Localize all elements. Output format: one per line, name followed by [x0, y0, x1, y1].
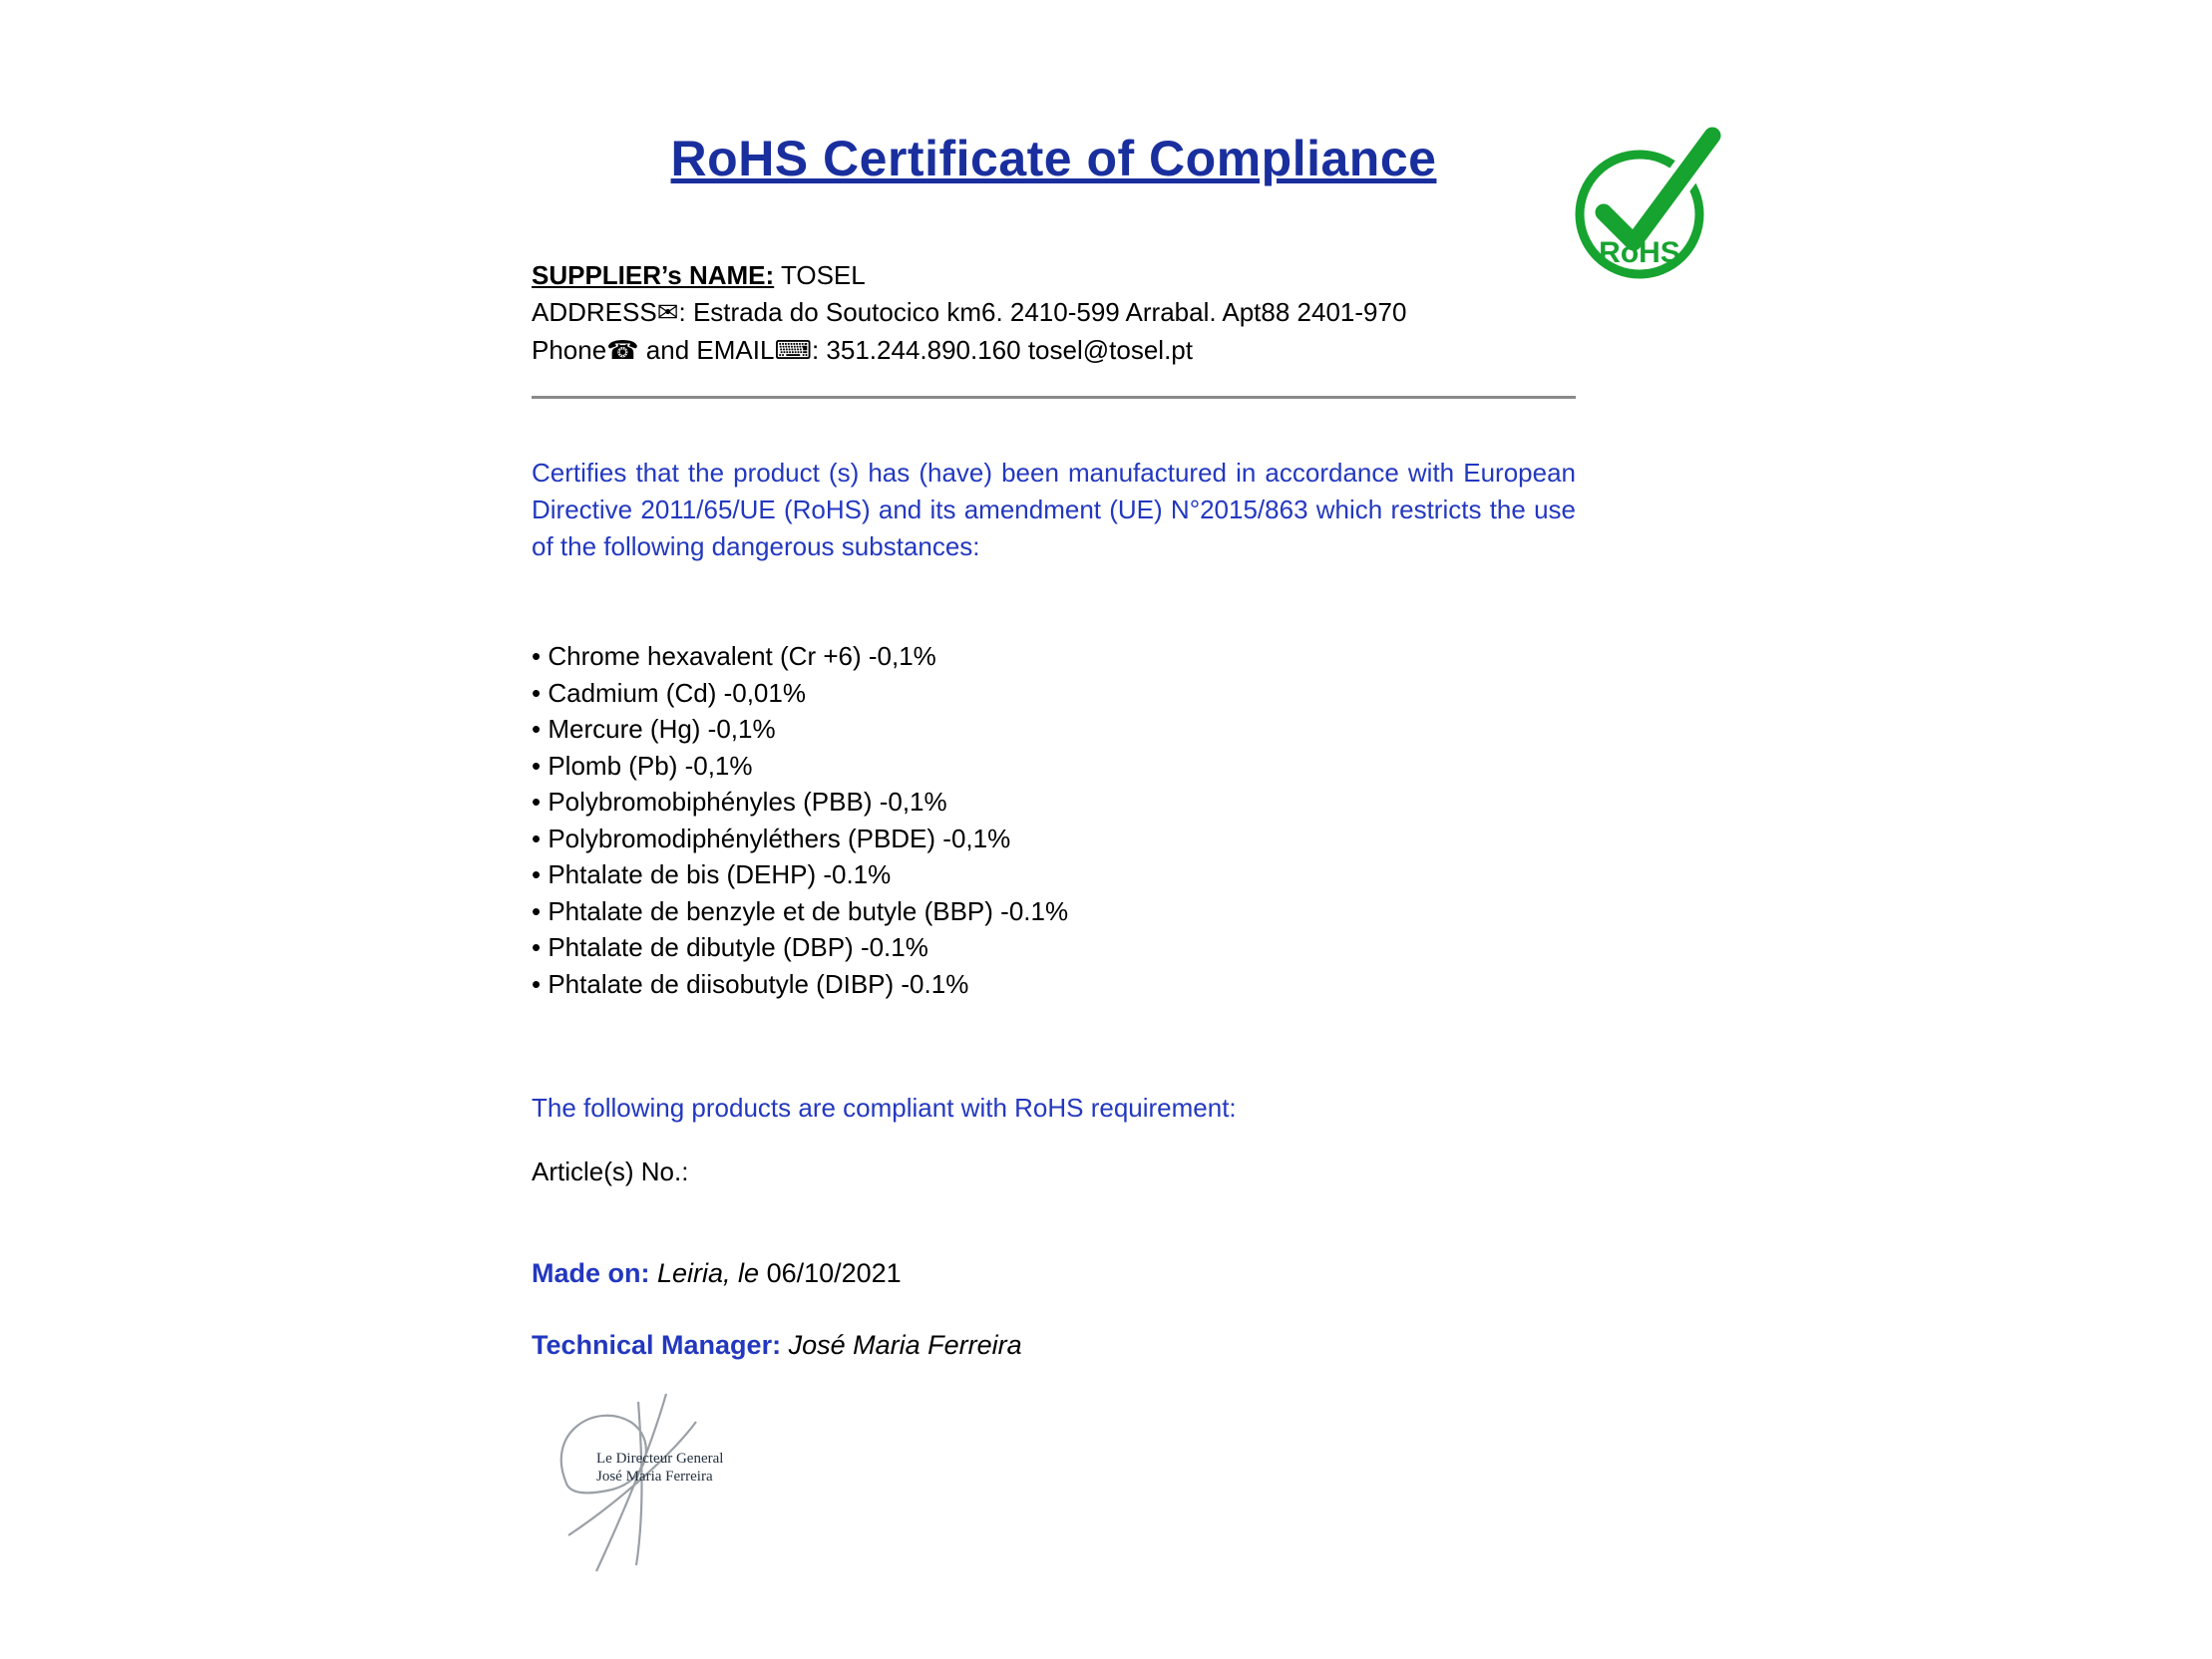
signature-caption-line1: Le Directeur General: [596, 1451, 724, 1467]
substance-item: [532, 929, 1576, 966]
substance-item: [532, 748, 1576, 785]
substance-text: Phtalate de bis (DEHP) -0.1%: [548, 859, 892, 889]
substance-text: Cadmium (Cd) -0,01%: [548, 677, 806, 708]
signature-block: [539, 1388, 773, 1582]
substance-text: Phtalate de diisobutyle (DIBP) -0.1%: [548, 968, 969, 999]
certification-statement: Certifies that the product (s) has (have) been manufactured in accordance with European Directive 2011/65/UE (RoHS) and its amendment (UE) N°2015/863 which restricts the use of the following dangerous substances:: [532, 458, 1576, 561]
substance-item: [532, 856, 1576, 893]
address-label: ADDRESS: [532, 297, 657, 327]
substance-text: Plomb (Pb) -0,1%: [548, 750, 753, 781]
made-on-line: [532, 1258, 1629, 1289]
substance-list: [532, 638, 1576, 1002]
substance-item: [532, 784, 1576, 821]
substance-text: Polybromodiphényléthers (PBDE) -0,1%: [548, 823, 1011, 853]
signature-caption-line2: José Maria Ferreira: [596, 1469, 713, 1485]
email-label: and EMAIL: [638, 335, 775, 365]
substance-text: Phtalate de dibutyle (DBP) -0.1%: [548, 932, 928, 962]
supplier-contact-line: [532, 332, 1629, 370]
made-on-date: 06/10/2021: [766, 1258, 902, 1288]
made-on-label: Made on:: [532, 1258, 650, 1288]
substance-item: [532, 966, 1576, 1003]
article-number-label: Article(s) No.:: [532, 1157, 689, 1186]
supplier-block: [532, 257, 1629, 370]
telephone-icon: ☎: [606, 336, 639, 366]
supplier-name-label: SUPPLIER’s NAME:: [532, 260, 775, 290]
compliance-statement: The following products are compliant with RoHS requirement:: [532, 1093, 1237, 1123]
section-divider: [532, 396, 1576, 399]
phone-label: Phone: [532, 335, 607, 365]
signature-caption: [596, 1450, 723, 1486]
substance-item: [532, 821, 1576, 857]
envelope-icon: ✉: [656, 298, 679, 328]
computer-icon: ⌨: [774, 336, 812, 366]
supplier-address-line: [532, 294, 1629, 332]
technical-manager-label: Technical Manager:: [532, 1330, 782, 1360]
supplier-name-line: [532, 257, 1629, 294]
page-title: RoHS Certificate of Compliance: [670, 131, 1437, 186]
substance-item: [532, 893, 1576, 930]
substance-text: Mercure (Hg) -0,1%: [548, 714, 776, 744]
substance-text: Polybromobiphényles (PBB) -0,1%: [548, 787, 947, 817]
substance-text: Phtalate de benzyle et de butyle (BBP) -0.1%: [548, 895, 1069, 926]
made-on-place: Leiria, le: [649, 1258, 767, 1288]
substance-item: [532, 711, 1576, 748]
supplier-name-value: TOSEL: [774, 260, 866, 290]
technical-manager-name: José Maria Ferreira: [781, 1330, 1022, 1360]
substance-item: [532, 675, 1576, 712]
logo-label: RoHS: [1599, 236, 1680, 269]
substance-item: [532, 638, 1576, 675]
technical-manager-line: [532, 1330, 1629, 1361]
address-value: : Estrada do Soutocico km6. 2410-599 Arrabal. Apt88 2401-970: [678, 297, 1407, 327]
substance-text: Chrome hexavalent (Cr +6) -0,1%: [548, 641, 936, 671]
contact-value: : 351.244.890.160 tosel@tosel.pt: [811, 335, 1193, 365]
